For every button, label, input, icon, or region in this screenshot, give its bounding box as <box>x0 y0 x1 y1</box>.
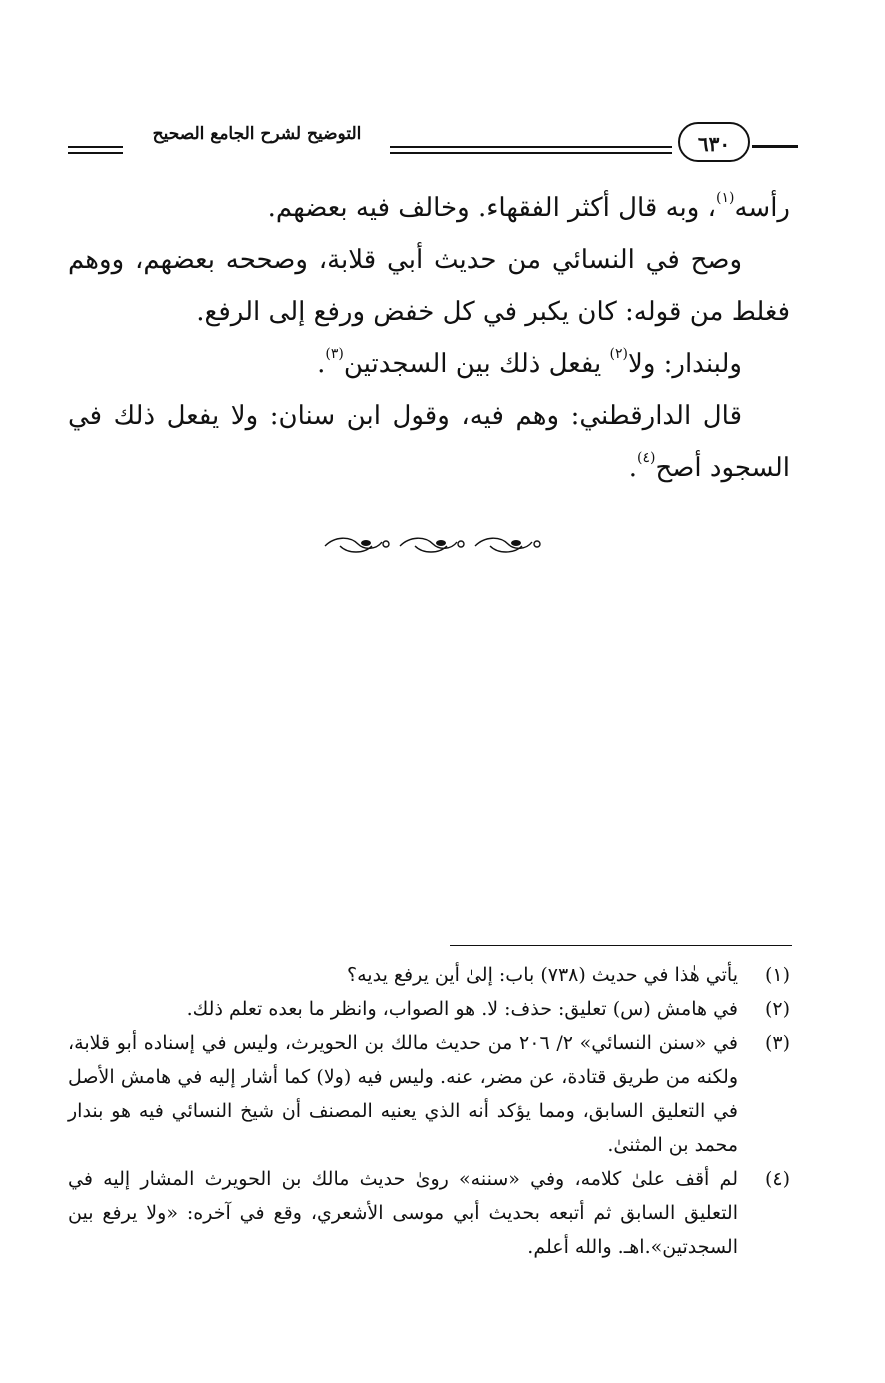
p3-text-start: ولبندار: ولا <box>627 349 742 379</box>
footnote-ref-3: (٣) <box>325 346 344 362</box>
footnote-4 <box>68 1162 790 1264</box>
p1-text-end: ، وبه قال أكثر الفقهاء. وخالف فيه بعضهم. <box>267 193 717 223</box>
p3-text-middle: يفعل ذلك بين السجدتين <box>343 349 610 379</box>
header-rule-right <box>752 145 798 148</box>
paragraph-2: وصح في النسائي من حديث أبي قلابة، وصححه بعضهم، ووهم فغلط من قوله: كان يكبر في كل خفض ورفع إلى الرفع. <box>68 245 790 327</box>
paragraph-4 <box>68 390 790 494</box>
paragraph-1 <box>68 182 790 234</box>
footnote-ref-4: (٤) <box>637 450 656 466</box>
p4-text-end: . <box>628 453 638 483</box>
footnote-text: في «سنن النسائي» ٢/ ٢٠٦ من حديث مالك بن الحويرث، وليس في إسناده أبو قلابة، ولكنه من طريق قتادة، عن مضر، عنه. وليس فيه (ولا) كما أشار إليه في هامش الأصل في التعليق السابق، ومما يؤكد أنه الذي يعنيه المصنف أن شيخ النسائي فيه هو بندار محمد بن المثنىٰ. <box>68 1032 738 1156</box>
p4-text-start: قال الدارقطني: وهم فيه، وقول ابن سنان: ولا يفعل ذلك في السجود أصح <box>68 401 790 483</box>
footnote-text: في هامش (س) تعليق: حذف: لا. هو الصواب، وانظر ما بعده تعلم ذلك. <box>186 998 738 1020</box>
footnote-text: لم أقف علىٰ كلامه، وفي «سننه» روىٰ حديث مالك بن الحويرث المشار إليه في التعليق السابق ثم أتبعه بحديث أبي موسى الأشعري، وقع في آخره: «ولا يرفع بين السجدتين».اهـ. والله أعلم. <box>68 1168 738 1258</box>
main-text <box>68 182 790 494</box>
footnotes <box>68 958 790 1264</box>
running-title: التوضيح لشرح الجامع الصحيح <box>152 124 362 144</box>
footnote-number: (٤) <box>764 1168 790 1190</box>
p1-text-start: رأسه <box>734 193 790 223</box>
footnote-ref-2: (٢) <box>609 346 628 362</box>
header-rule-middle <box>390 146 672 148</box>
page-number: ٦٣٠ <box>678 122 750 162</box>
footnote-number: (٣) <box>764 1032 790 1054</box>
footnote-3 <box>68 1026 790 1162</box>
footnote-ref-1: (١) <box>716 190 735 206</box>
section-divider-ornament <box>320 530 545 560</box>
p3-text-end: . <box>317 349 326 379</box>
footnote-separator <box>450 945 792 946</box>
footnote-number: (٢) <box>764 998 790 1020</box>
page-header <box>60 118 800 168</box>
footnote-number: (١) <box>764 964 790 986</box>
footnote-text: يأتي هٰذا في حديث (٧٣٨) باب: إلىٰ أين يرفع يديه؟ <box>347 964 738 986</box>
paragraph-3 <box>68 338 790 390</box>
footnote-1 <box>68 958 790 992</box>
footnote-2 <box>68 992 790 1026</box>
header-rule-left <box>68 146 123 148</box>
